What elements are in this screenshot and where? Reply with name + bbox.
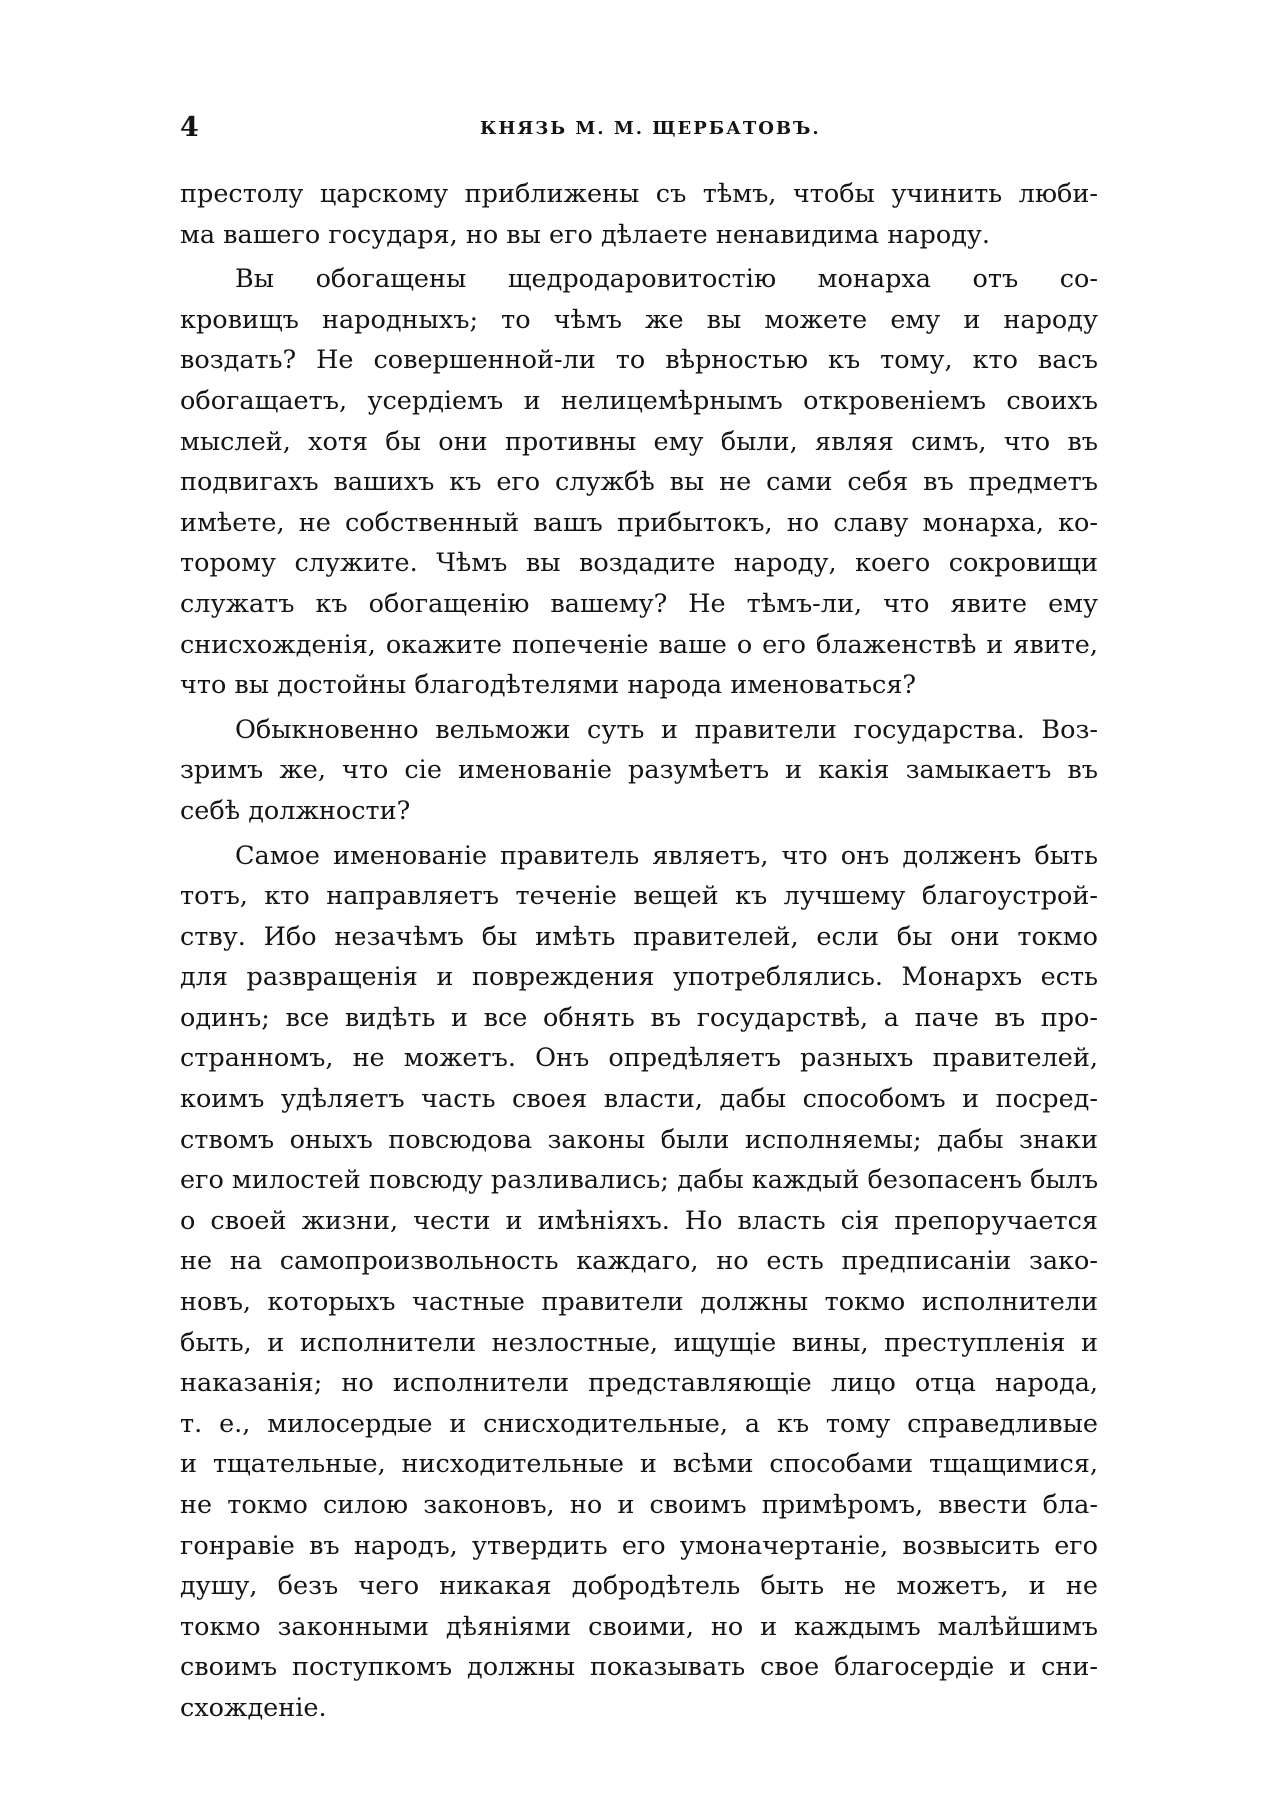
text-line: не на самопроизвольность каждаго, но есть предписаніи зако- bbox=[180, 1246, 1098, 1277]
text-line: Обыкновенно вельможи суть и правители государства. Воз- bbox=[235, 714, 1098, 745]
paragraph bbox=[180, 710, 1098, 832]
text-line: гонравіе въ народъ, утвердить его умоначертаніе, возвысить его bbox=[180, 1530, 1098, 1561]
running-head bbox=[180, 112, 1100, 152]
text-line: торому служите. Чѣмъ вы воздадите народу, коего сокровищи bbox=[180, 548, 1098, 579]
text-line: своимъ поступкомъ должны показывать свое благосердіе и сни- bbox=[180, 1652, 1098, 1683]
text-line: коимъ удѣляетъ часть своея власти, дабы способомъ и посред- bbox=[180, 1084, 1098, 1115]
text-line: кровищъ народныхъ; то чѣмъ же вы можете ему и народу bbox=[180, 304, 1098, 335]
text-line: не токмо силою законовъ, но и своимъ примѣромъ, ввести бла- bbox=[180, 1490, 1098, 1520]
text-line: т. е., милосердые и снисходительные, а къ тому справедливые bbox=[180, 1408, 1098, 1439]
text-line: что вы достойны благодѣтелями народа именоваться? bbox=[180, 670, 917, 701]
text-line: его милостей повсюду разливались; дабы каждый безопасенъ былъ bbox=[180, 1165, 1099, 1196]
text-line: тотъ, кто направляетъ теченіе вещей къ лучшему благоустрой- bbox=[180, 881, 1098, 912]
paragraph bbox=[180, 174, 1098, 255]
text-line: новъ, которыхъ частные правители должны токмо исполнители bbox=[180, 1287, 1098, 1318]
text-line: ствомъ оныхъ повсюдова законы были исполняемы; дабы знаки bbox=[180, 1124, 1098, 1155]
text-line: одинъ; все видѣть и все обнять въ государствѣ, а паче въ про- bbox=[180, 1002, 1098, 1033]
text-line: мыслей, хотя бы они противны ему были, являя симъ, что въ bbox=[180, 426, 1098, 457]
text-line: Вы обогащены щедродаровитостію монарха отъ со- bbox=[235, 264, 1098, 295]
text-line: воздать? Не совершенной-ли то вѣрностью къ тому, кто васъ bbox=[180, 345, 1098, 376]
page-number: 4 bbox=[180, 112, 199, 143]
paragraph bbox=[180, 836, 1098, 1729]
text-line: для развращенія и повреждения употреблялись. Монархъ есть bbox=[180, 962, 1098, 993]
text-line: о своей жизни, чести и имѣніяхъ. Но власть сія препоручается bbox=[180, 1205, 1098, 1236]
text-line: снисхожденія, окажите попеченіе ваше о его блаженствѣ и явите, bbox=[180, 629, 1098, 660]
body-text bbox=[180, 174, 1098, 1733]
text-line: наказанія; но исполнители представляющіе лицо отца народа, bbox=[180, 1368, 1098, 1399]
text-line: подвигахъ вашихъ къ его службѣ вы не сами себя въ предметъ bbox=[180, 467, 1098, 498]
text-line: быть, и исполнители незлостные, ищущіе вины, преступленія и bbox=[180, 1327, 1098, 1358]
text-line: служатъ къ обогащенію вашему? Не тѣмъ-ли, что явите ему bbox=[180, 588, 1098, 619]
text-line: обогащаетъ, усердіемъ и нелицемѣрнымъ откровеніемъ своихъ bbox=[180, 385, 1098, 416]
text-line: схожденіе. bbox=[180, 1692, 327, 1723]
text-line: престолу царскому приближены съ тѣмъ, чтобы учинить люби- bbox=[180, 179, 1098, 209]
text-line: и тщательные, нисходительные и всѣми способами тщащимися, bbox=[180, 1449, 1098, 1480]
text-line: себѣ должности? bbox=[180, 795, 411, 826]
text-line: зримъ же, что сіе именованіе разумѣетъ и какія замыкаетъ въ bbox=[180, 755, 1098, 786]
text-line: имѣете, не собственный вашъ прибытокъ, но славу монарха, ко- bbox=[180, 507, 1098, 538]
text-line: ма вашего государя, но вы его дѣлаете ненавидима народу. bbox=[180, 219, 990, 250]
text-line: токмо законными дѣяніями своими, но и каждымъ малѣйшимъ bbox=[180, 1611, 1098, 1642]
text-line: Самое именованіе правитель являетъ, что онъ долженъ быть bbox=[235, 840, 1098, 871]
paragraph bbox=[180, 259, 1098, 706]
text-line: ству. Ибо незачѣмъ бы имѣть правителей, если бы они токмо bbox=[180, 921, 1098, 952]
text-line: странномъ, не можетъ. Онъ опредѣляетъ разныхъ правителей, bbox=[180, 1043, 1098, 1074]
running-title: КНЯЗЬ М. М. ЩЕРБАТОВЪ. bbox=[480, 118, 821, 139]
text-line: душу, безъ чего никакая добродѣтель быть не можетъ, и не bbox=[180, 1571, 1098, 1602]
